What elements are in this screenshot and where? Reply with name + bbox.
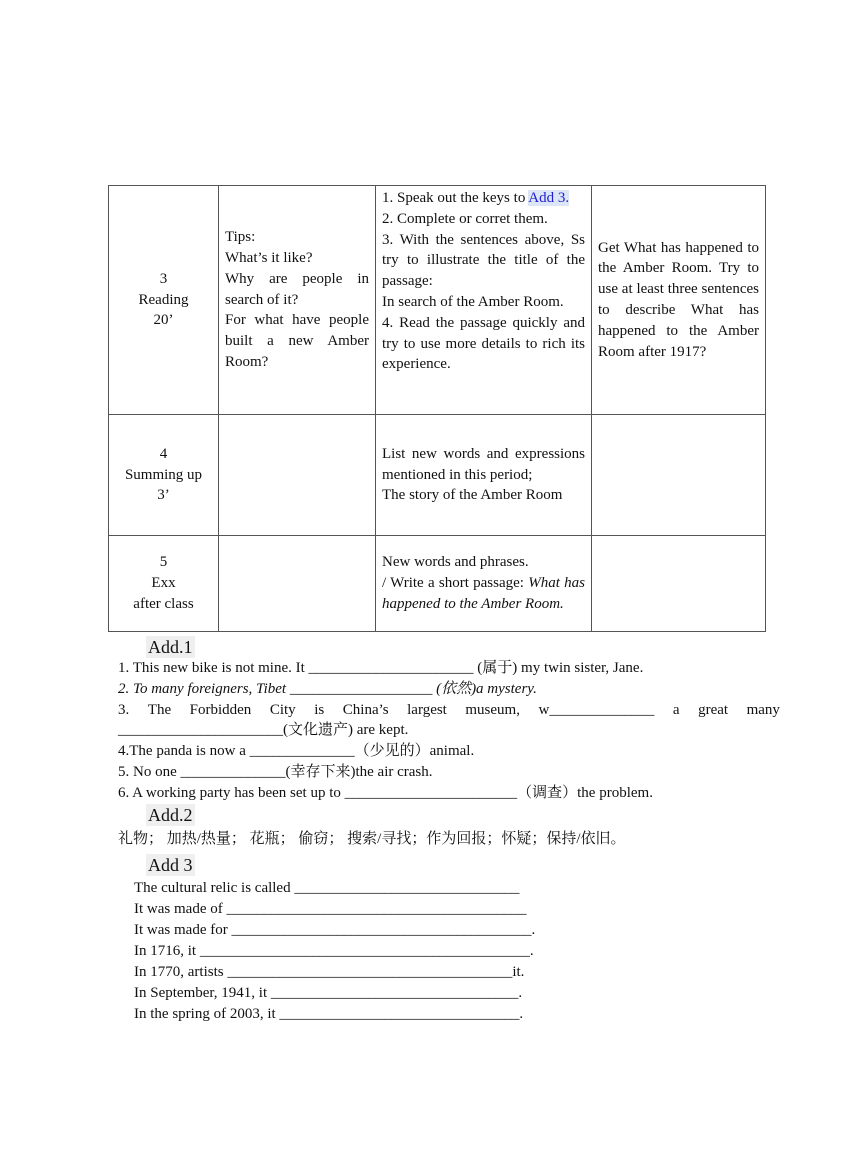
tips-cell (219, 415, 376, 536)
add1-heading: Add.1 (148, 637, 193, 657)
tips-cell (219, 186, 376, 415)
vocabulary-list: 礼物； 加热/热量； 花瓶； 偷窃； 搜索/寻找；作为回报；怀疑；保持/依旧。 (118, 831, 626, 847)
step-number: 4 (159, 445, 168, 462)
exercise-sentence: 4.The panda is now a ______________（少见的）animal. (118, 743, 475, 759)
add2-heading: Add.2 (148, 805, 193, 825)
fill-in-line: In 1716, it ____________________________________________. (134, 943, 534, 959)
exercise-sentence: 5. No one ______________(幸存下来)the air crash. (118, 764, 433, 780)
table-row (109, 536, 766, 632)
exercise-sentence: 6. A working party has been set up to _______________________（调查）the problem. (118, 785, 653, 801)
step-time: 3’ (157, 487, 170, 504)
step-cell (109, 186, 219, 415)
activity-item: 4. Read the passage quickly and try to use more details to rich its experience. (382, 314, 585, 373)
add3-heading: Add 3 (148, 855, 193, 875)
activities-cell (376, 186, 592, 415)
activity-item: / Write a short passage: What has happened to the Amber Room. (382, 575, 585, 612)
purpose-cell: Get What has happened to the Amber Room. Try to use at least three sentences to describe What has happened to the Amber Room after 1917? (592, 186, 766, 415)
step-time: 20’ (153, 312, 174, 329)
step-number: 3 (159, 270, 168, 287)
fill-in-line: It was made for ________________________________________. (134, 922, 536, 938)
fill-in-line: In September, 1941, it _________________________________. (134, 985, 523, 1001)
activities-cell (376, 536, 592, 632)
exercise-sentence-continued: ______________________(文化遗产) are kept. (118, 722, 409, 738)
fill-in-line: In 1770, artists ______________________________________it. (134, 964, 525, 980)
fill-in-line: In the spring of 2003, it ________________________________. (134, 1006, 524, 1022)
lesson-plan-table (108, 185, 766, 632)
exercise-sentence: 2. To many foreigners, Tibet ___________________ (依然)a mystery. (118, 681, 537, 697)
tips-line: Why are people in search of it? (225, 270, 369, 308)
exercise-sentence: 3. The Forbidden City is China’s largest museum, w______________ a great many (118, 702, 780, 718)
step-name: Summing up (124, 466, 203, 483)
activities-cell (376, 415, 592, 536)
add3-link[interactable]: Add 3. (528, 190, 570, 206)
step-cell (109, 415, 219, 536)
table-row (109, 186, 766, 415)
tips-line: For what have people built a new Amber Room? (225, 312, 369, 370)
activity-item: 1. Speak out the keys to Add 3. (382, 190, 570, 206)
fill-in-line: It was made of ________________________________________ (134, 901, 527, 917)
activity-item: New words and phrases. (382, 554, 529, 571)
purpose-cell (592, 415, 766, 536)
activity-item: In search of the Amber Room. (382, 293, 564, 310)
purpose-cell (592, 536, 766, 632)
step-name: Exx (151, 575, 176, 592)
step-number: 5 (159, 554, 168, 571)
activity-item: List new words and expressions mentioned in this period; (382, 445, 585, 483)
activity-item: The story of the Amber Room (382, 487, 563, 504)
activity-item: 2. Complete or corret them. (382, 210, 548, 227)
tips-line: What’s it like? (225, 250, 313, 266)
tips-cell (219, 536, 376, 632)
exercise-sentence: 1. This new bike is not mine. It ______________________ (属于) my twin sister, Jane. (118, 660, 644, 676)
fill-in-line: The cultural relic is called ______________________________ (134, 880, 520, 896)
tips-line: Tips: (225, 229, 256, 246)
table-row (109, 415, 766, 536)
activity-item: 3. With the sentences above, Ss try to illustrate the title of the passage: (382, 231, 585, 290)
step-cell (109, 536, 219, 632)
step-name: Reading (138, 291, 189, 308)
step-time: after class (133, 595, 194, 612)
